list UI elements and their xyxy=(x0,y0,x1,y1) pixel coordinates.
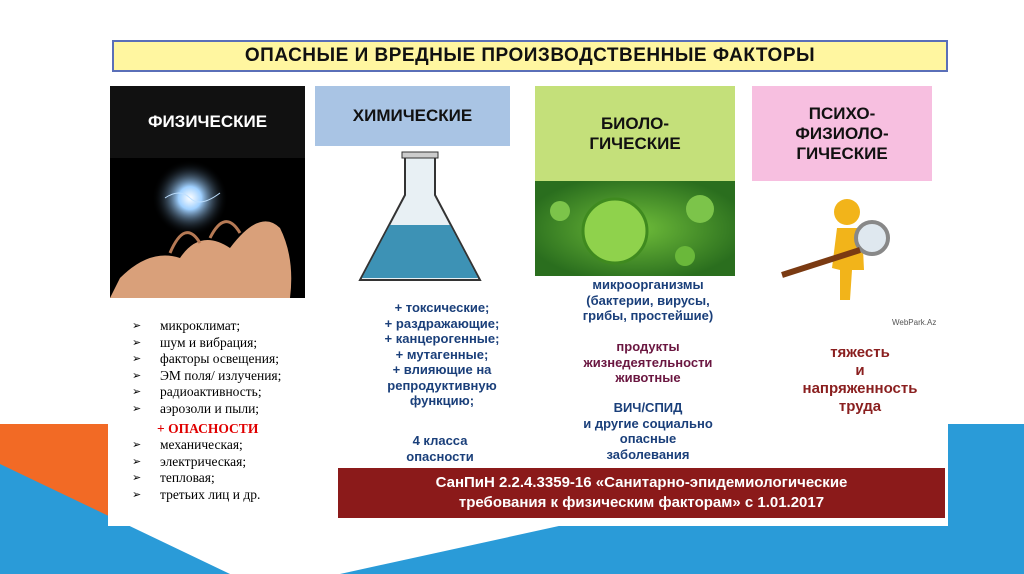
watermark: WebPark.Az xyxy=(892,318,937,327)
list-item: ➢ аэрозоли и пыли; xyxy=(132,400,260,416)
energy-hand-image xyxy=(110,158,305,298)
list-item: ➢ факторы освещения; xyxy=(132,351,279,367)
list-item: ➢ тепловая; xyxy=(132,470,215,486)
danger-label: + ОПАСНОСТИ xyxy=(157,421,259,436)
flask-image xyxy=(350,150,490,290)
hazard-classes-text: 4 класса опасности xyxy=(406,433,474,464)
physical-factors-list xyxy=(132,318,362,418)
list-item: ➢ механическая; xyxy=(132,437,243,452)
category-biological: БИОЛО- ГИЧЕСКИЕ xyxy=(535,86,735,181)
microorganisms-text: микроорганизмы (бактерии, вирусы, грибы, простейшие) xyxy=(582,277,714,323)
microorganisms-image xyxy=(535,181,735,276)
list-item: ➢ ЭМ поля/ излучения; xyxy=(132,367,282,383)
figure-with-magnifier-image xyxy=(752,190,952,330)
list-item: ➢ шум и вибрация; xyxy=(132,334,258,350)
labor-severity-text: тяжесть и напряженность труда xyxy=(802,344,918,415)
category-psychophysiological: ПСИХО- ФИЗИОЛО- ГИЧЕСКИЕ xyxy=(752,86,932,181)
chemical-factors-text: + токсические; + раздражающие; + канцерогенные; + мутагенные; + влияющие на репродуктивную функцию; xyxy=(384,300,500,408)
list-item: ➢ электрическая; xyxy=(132,453,247,469)
danger-factors-list xyxy=(132,437,362,503)
page-title: ОПАСНЫЕ И ВРЕДНЫЕ ПРОИЗВОДСТВЕННЫЕ ФАКТОРЫ xyxy=(244,45,816,66)
category-chemical: ХИМИЧЕСКИЕ xyxy=(315,86,510,146)
sanpin-banner: СанПиН 2.2.4.3359-16 «Санитарно-эпидемиологические требования к физическим факторам» с 1.01.2017 xyxy=(338,468,945,518)
list-item: ➢ микроклимат; xyxy=(132,318,241,333)
vital-products-text: продукты жизнедеятельности животные xyxy=(583,339,713,385)
list-item: ➢ радиоактивность; xyxy=(132,384,262,400)
diseases-text: ВИЧ/СПИД и другие социально опасные заболевания xyxy=(583,400,713,462)
title-bar xyxy=(112,40,948,72)
list-item: ➢ третьих лиц и др. xyxy=(132,486,261,502)
category-physical: ФИЗИЧЕСКИЕ xyxy=(110,86,305,158)
